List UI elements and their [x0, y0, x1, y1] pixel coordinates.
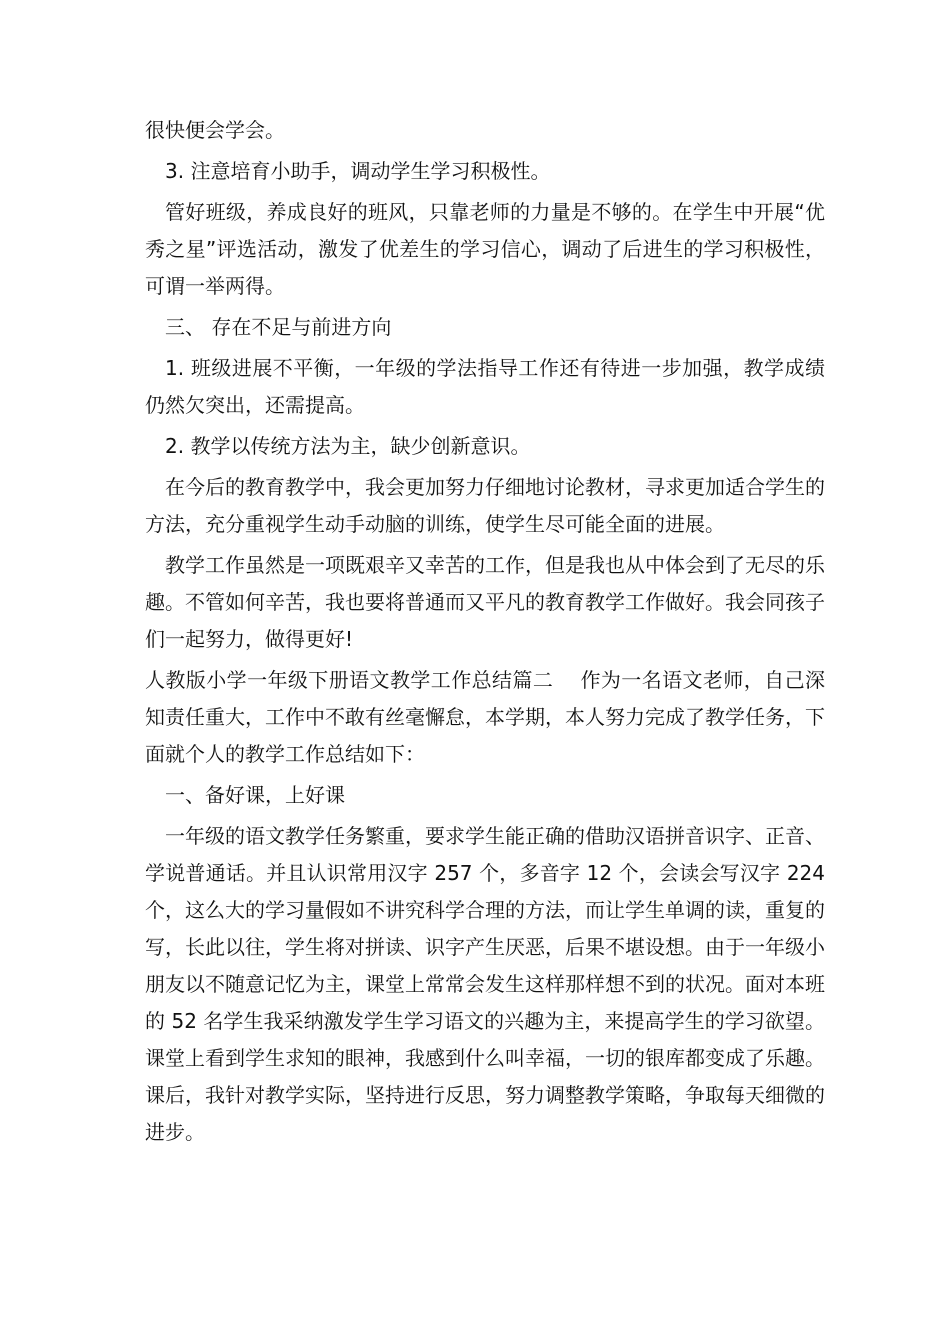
- paragraph-conclusion: 教学工作虽然是一项既艰辛又幸苦的工作，但是我也从中体会到了无尽的乐趣。不管如何辛苦，我也要将普通而又平凡的教育教学工作做好。我会同孩子们一起努力，做得更好!: [145, 553, 825, 651]
- document-body: [145, 112, 825, 1155]
- section-heading-1: 一、备好课，上好课: [165, 783, 345, 807]
- list-item-1: 1. 班级进展不平衡，一年级的学法指导工作还有待进一步加强，教学成绩仍然欠突出，还需提高。: [145, 356, 825, 417]
- paragraph-continuation: 很快便会学会。: [145, 118, 285, 142]
- paragraph-class-management: 管好班级，养成良好的班风，只靠老师的力量是不够的。在学生中开展“优秀之星”评选活动，激发了优差生的学习信心，调动了后进生的学习积极性，可谓一举两得。: [145, 200, 825, 298]
- article-title-part-two: 人教版小学一年级下册语文教学工作总结篇二 作为一名语文老师，自己深知责任重大，工作中不敢有丝毫懈怠，本学期，本人努力完成了教学任务，下面就个人的教学工作总结如下：: [145, 668, 825, 766]
- paragraph-lesson-prep: 一年级的语文教学任务繁重，要求学生能正确的借助汉语拼音识字、正音、学说普通话。并且认识常用汉字 257 个，多音字 12 个，会读会写汉字 224 个，这么大的学习量假如不讲究科学合理的方法，而让学生单调的读，重复的写，长此以往，学生将对拼读、识字产生厌恶，后果不堪设想。由于一年级小朋友以不随意记忆为主，课堂上常常会发生这样那样想不到的状况。面对本班的 52 名学生我采纳激发学生学习语文的兴趣为主，来提高学生的学习欲望。课堂上看到学生求知的眼神，我感到什么叫幸福，一切的银库都变成了乐趣。课后，我针对教学实际，坚持进行反思，努力调整教学策略，争取每天细微的进步。: [145, 824, 825, 1144]
- section-heading-3: 三、 存在不足与前进方向: [165, 315, 392, 339]
- list-item-2: 2. 教学以传统方法为主，缺少创新意识。: [165, 434, 531, 458]
- paragraph-future-plan: 在今后的教育教学中，我会更加努力仔细地讨论教材，寻求更加适合学生的方法，充分重视学生动手动脑的训练，使学生尽可能全面的进展。: [145, 475, 825, 536]
- list-item-3: 3. 注意培育小助手，调动学生学习积极性。: [165, 159, 551, 183]
